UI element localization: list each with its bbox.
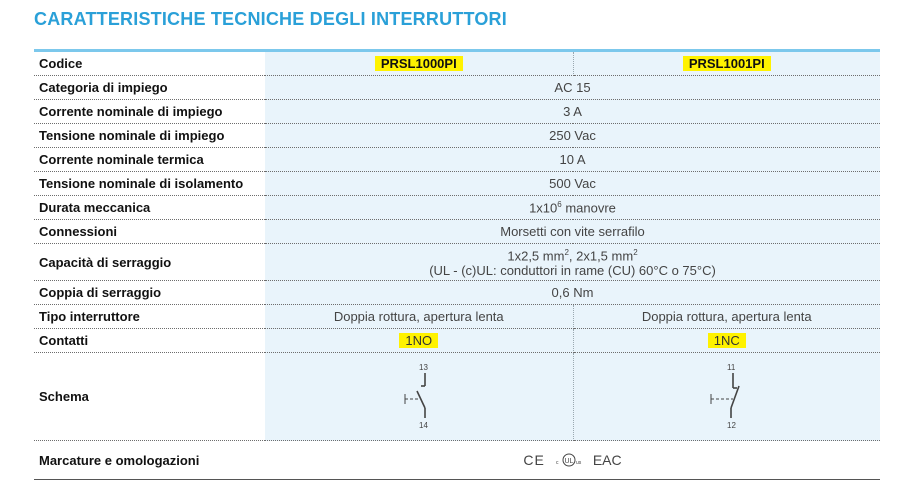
code-prsl1000pi: PRSL1000PI xyxy=(375,56,463,71)
row-label: Marcature e omologazioni xyxy=(34,441,265,480)
ce-mark-icon: CE xyxy=(523,452,545,468)
table-row-codice xyxy=(34,52,880,76)
row-label: Tipo interruttore xyxy=(34,305,265,329)
table-row-coppia xyxy=(34,281,880,305)
svg-text:us: us xyxy=(575,460,582,466)
row-value: Doppia rottura, apertura lenta xyxy=(573,305,880,329)
row-label: Capacità di serraggio xyxy=(34,244,265,281)
svg-text:c: c xyxy=(555,460,559,466)
table-row-contatti xyxy=(34,329,880,353)
row-value: AC 15 xyxy=(265,76,880,100)
row-value: Morsetti con vite serrafilo xyxy=(265,220,880,244)
table-row-corrente-impiego xyxy=(34,100,880,124)
page-title: CARATTERISTICHE TECNICHE DEGLI INTERRUTTORI xyxy=(34,9,507,29)
table-row-schema xyxy=(34,353,880,441)
row-value: 1x2,5 $mm^2$, 2x1,5 $mm^2$ (UL - (c)UL: conduttori in rame (CU) 60°C o 75°C) xyxy=(265,244,880,281)
row-label: Corrente nominale di impiego xyxy=(34,100,265,124)
table-row-capacita xyxy=(34,244,880,281)
svg-text:12: 12 xyxy=(726,421,736,430)
specs-table xyxy=(34,52,880,480)
row-value: Doppia rottura, apertura lenta xyxy=(265,305,573,329)
certification-marks xyxy=(265,452,880,468)
row-label: Codice xyxy=(34,52,265,76)
row-label: Connessioni xyxy=(34,220,265,244)
row-value: 10 A xyxy=(265,148,880,172)
eac-mark-icon: EAC xyxy=(592,452,622,468)
table-row-tipo xyxy=(34,305,880,329)
row-label: Schema xyxy=(34,353,265,441)
culus-mark-icon xyxy=(555,452,583,468)
table-row-tensione-isolamento xyxy=(34,172,880,196)
contact-no: 1NO xyxy=(399,333,438,348)
row-value: 250 Vac xyxy=(265,124,880,148)
table-row-categoria xyxy=(34,76,880,100)
table-row-tensione-impiego xyxy=(34,124,880,148)
table-row-corrente-termica xyxy=(34,148,880,172)
row-value: 500 Vac xyxy=(265,172,880,196)
table-row-durata xyxy=(34,196,880,220)
row-label: Tensione nominale di impiego xyxy=(34,124,265,148)
row-label: Tensione nominale di isolamento xyxy=(34,172,265,196)
row-label: Coppia di serraggio xyxy=(34,281,265,305)
table-row-connessioni xyxy=(34,220,880,244)
row-label: Corrente nominale termica xyxy=(34,148,265,172)
row-label: Durata meccanica xyxy=(34,196,265,220)
code-prsl1001pi: PRSL1001PI xyxy=(683,56,771,71)
row-label: Contatti xyxy=(34,329,265,353)
svg-text:13: 13 xyxy=(418,363,428,372)
table-row-marcature xyxy=(34,441,880,480)
nc-contact-schema-icon xyxy=(697,360,757,430)
row-value: 0,6 Nm xyxy=(265,281,880,305)
svg-text:14: 14 xyxy=(418,421,428,430)
row-value: $1x10^6$ manovre xyxy=(265,196,880,220)
contact-nc: 1NC xyxy=(708,333,746,348)
row-value: 3 A xyxy=(265,100,880,124)
no-contact-schema-icon xyxy=(389,360,449,430)
svg-text:UL: UL xyxy=(564,458,574,465)
row-label: Categoria di impiego xyxy=(34,76,265,100)
svg-text:11: 11 xyxy=(726,363,736,372)
